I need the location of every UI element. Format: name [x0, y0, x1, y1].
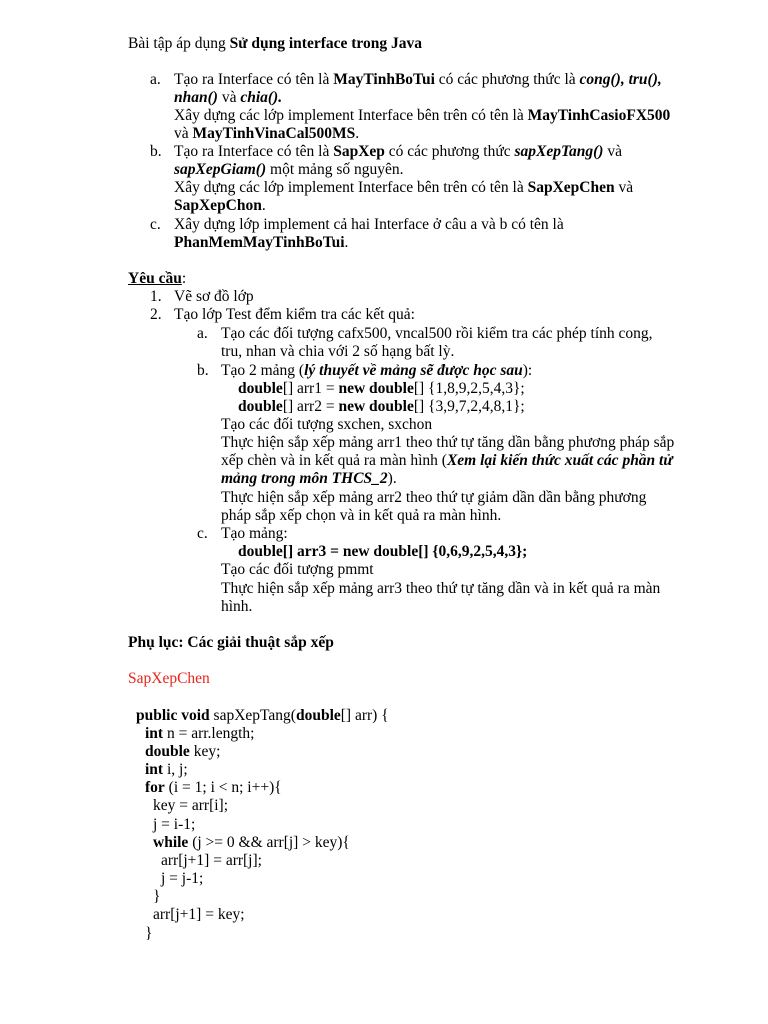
text: ): [522, 362, 533, 379]
keyword: while [153, 834, 189, 851]
task-a-marker: a. [150, 71, 161, 88]
keyword: public void [136, 707, 210, 724]
appendix-subheading: SapXepChen [128, 670, 210, 687]
text: ). [387, 470, 397, 487]
interface-name: MayTinhBoTui [333, 71, 435, 88]
keyword: new [338, 380, 366, 397]
sub-b-line8: Thực hiện sắp xếp mảng arr2 theo thứ tự giảm dần dần bằng phương [221, 489, 647, 506]
code-line-2 [145, 725, 254, 743]
task-b-line3 [174, 179, 633, 197]
appendix-heading [128, 634, 334, 652]
code-arr2 [238, 398, 525, 416]
task-b-line1 [174, 143, 622, 161]
class-name: PhanMemMayTinhBoTui [174, 234, 345, 251]
code: [] arr1 = [282, 380, 339, 397]
heading-text: Yêu cầu [128, 270, 182, 287]
keyword: double [238, 380, 283, 397]
code: n = arr.length; [163, 725, 255, 742]
code: [] arr) { [340, 707, 389, 724]
req-item1-marker: 1. [150, 288, 162, 305]
text: . [261, 197, 266, 214]
text: có các phương thức là [434, 71, 580, 88]
keyword: int [145, 761, 164, 778]
method-name: nhan() [174, 89, 218, 106]
code: [] {1,8,9,2,5,4,3}; [413, 380, 525, 397]
text: Xây dựng các lớp implement Interface bên trên có tên là [174, 179, 528, 196]
code: (i = 1; i < n; i++){ [164, 779, 282, 796]
code: key; [189, 743, 221, 760]
task-a-line3 [174, 107, 670, 125]
text: xếp chèn và in kết quả ra màn hình ( [221, 452, 447, 469]
sub-c-line1: Tạo mảng: [221, 525, 288, 542]
sub-b-line6 [221, 452, 673, 470]
keyword: int [145, 725, 164, 742]
code: i, j; [163, 761, 188, 778]
sub-a-line2: tru, nhan và chia với 2 số hạng bất lỳ. [221, 343, 455, 360]
sub-a-marker: a. [197, 325, 208, 342]
code-line-5 [145, 779, 282, 797]
text: : [181, 270, 187, 287]
code: (j >= 0 && arr[j] > key){ [188, 834, 350, 851]
code-line-10: j = j-1; [161, 870, 204, 887]
class-name: SapXepChen [527, 179, 615, 196]
task-c-line2 [174, 234, 348, 252]
method-name: sapXepTang() [514, 143, 604, 160]
keyword: double [295, 707, 341, 724]
task-a-line4 [174, 125, 359, 143]
task-a-line2 [174, 89, 282, 107]
code-bold: double[] arr3 = new double[] {0,6,9,2,5,4,3}; [238, 543, 528, 560]
code-line-8 [153, 834, 350, 852]
text: . [355, 125, 360, 142]
document-title [128, 35, 422, 53]
code-line-7: j = i-1; [153, 816, 196, 833]
sub-b-line1 [221, 362, 532, 380]
emphasis: lý thuyết về mảng sẽ được học sau [304, 362, 523, 379]
code-line-3 [145, 743, 220, 761]
keyword: for [145, 779, 165, 796]
code-line-6: key = arr[i]; [153, 797, 229, 814]
sub-b-line5: Thực hiện sắp xếp mảng arr1 theo thứ tự tăng dần bằng phương pháp sắp [221, 434, 675, 451]
task-b-marker: b. [150, 143, 162, 160]
code-arr3 [238, 543, 527, 561]
task-c-marker: c. [150, 216, 161, 233]
keyword: double [145, 743, 190, 760]
text: một mảng số nguyên. [266, 161, 404, 178]
sub-c-line5: hình. [221, 598, 253, 615]
task-a-line1 [174, 71, 662, 89]
code-line-9: arr[j+1] = arr[j]; [161, 852, 262, 869]
emphasis: mảng trong môn THCS_2 [221, 470, 388, 487]
method-names: cong(), tru(), [579, 71, 662, 88]
title-bold: Sử dụng interface trong Java [229, 35, 423, 52]
req-item2-text: Tạo lớp Test đểm kiểm tra các kết quả: [174, 306, 415, 323]
text: Tạo ra Interface có tên là [174, 143, 334, 160]
task-b-line2 [174, 161, 403, 179]
heading-text: Phụ lục: Các giải thuật sắp xếp [128, 634, 334, 651]
class-name: MayTinhVinaCal500MS [192, 125, 356, 142]
class-name: MayTinhCasioFX500 [527, 107, 671, 124]
code: sapXepTang( [209, 707, 296, 724]
keyword: double [369, 398, 414, 415]
task-b-line4 [174, 197, 266, 215]
code-line-13: } [145, 925, 153, 942]
text: và [217, 89, 241, 106]
text: và [603, 143, 622, 160]
text: . [344, 234, 349, 251]
code-line-1 [136, 707, 389, 725]
title-prefix: Bài tập áp dụng [128, 35, 230, 52]
class-name: SapXepChon [174, 197, 262, 214]
sub-b-line4: Tạo các đối tượng sxchen, sxchon [221, 416, 433, 433]
interface-name: SapXep [333, 143, 385, 160]
keyword: double [369, 380, 414, 397]
text: Xây dựng các lớp implement Interface bên trên có tên là [174, 107, 528, 124]
emphasis: Xem lại kiến thức xuất các phần tử [446, 452, 673, 469]
code: [] arr2 = [282, 398, 339, 415]
code-arr1 [238, 380, 525, 398]
code: [] {3,9,7,2,4,8,1}; [413, 398, 525, 415]
text: Tạo 2 mảng ( [221, 362, 305, 379]
sub-c-line3: Tạo các đối tượng pmmt [221, 561, 374, 578]
code-line-11: } [153, 888, 161, 905]
sub-b-marker: b. [197, 362, 209, 379]
keyword: double [238, 398, 283, 415]
keyword: new [338, 398, 366, 415]
sub-b-line9: pháp sắp xếp chọn và in kết quả ra màn hình. [221, 507, 502, 524]
sub-a-line1: Tạo các đối tượng cafx500, vncal500 rồi kiểm tra các phép tính cong, [221, 325, 653, 342]
text: và [174, 125, 193, 142]
task-c-line1: Xây dựng lớp implement cả hai Interface ở câu a và b có tên là [174, 216, 564, 233]
text: và [614, 179, 634, 196]
method-name: chia(). [240, 89, 283, 106]
req-item2-marker: 2. [150, 306, 162, 323]
method-name: sapXepGiam() [174, 161, 267, 178]
requirements-heading [128, 270, 186, 288]
sub-c-line4: Thực hiện sắp xếp mảng arr3 theo thứ tự tăng dần và in kết quả ra màn [221, 580, 661, 597]
sub-b-line7 [221, 470, 397, 488]
sub-c-marker: c. [197, 525, 208, 542]
code-line-12: arr[j+1] = key; [153, 906, 245, 923]
code-line-4 [145, 761, 188, 779]
req-item1-text: Vẽ sơ đồ lớp [174, 288, 254, 305]
text: Tạo ra Interface có tên là [174, 71, 334, 88]
text: có các phương thức [384, 143, 515, 160]
